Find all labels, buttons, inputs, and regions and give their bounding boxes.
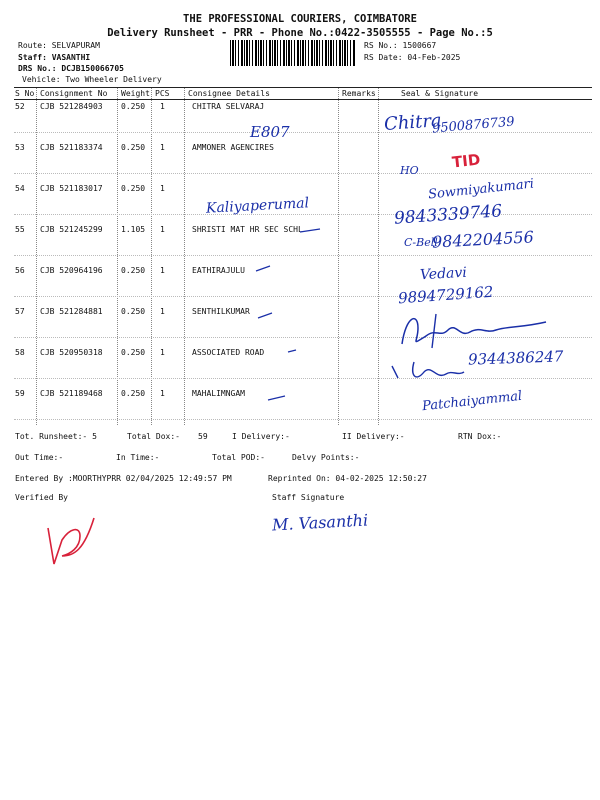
runsheet-title: Delivery Runsheet - PRR - Phone No.:0422-3505555 - Page No.:5	[107, 27, 493, 39]
i-delivery: I Delivery:-	[232, 432, 290, 441]
col-sno: S No	[15, 89, 35, 98]
handwritten-signature: Sowmiyakumari	[427, 176, 535, 203]
reprinted-on: Reprinted On: 04-02-2025 12:50:27	[268, 474, 427, 483]
table-row: 59 CJB 521189468 0.250 1 MAHALIMNGAM	[14, 386, 592, 420]
verified-by: Verified By	[15, 493, 68, 502]
drs-number: DRS No.: DCJB150066705	[18, 64, 124, 73]
total-pod: Total POD:-	[212, 453, 265, 462]
col-pcs: PCS	[155, 89, 170, 98]
handwritten-signature: Chitra	[383, 110, 443, 135]
table-row: 58 CJB 520950318 0.250 1 ASSOCIATED ROAD	[14, 345, 592, 379]
handwritten-phone: 9843339746	[393, 201, 503, 229]
rtn-dox: RTN Dox:-	[458, 432, 502, 441]
handwritten-signature: C-Bell	[404, 236, 438, 249]
col-remarks: Remarks	[342, 89, 376, 98]
handwritten-name: Kaliyaperumal	[205, 195, 310, 217]
entered-by: Entered By :MOORTHYPRR 02/04/2025 12:49:57 PM	[15, 474, 232, 483]
table-row: 56 CJB 520964196 0.250 1 EATHIRAJULU	[14, 263, 592, 297]
table-row: 52 CJB 521284903 0.250 1 CHITRA SELVARAJ	[14, 99, 592, 133]
total-dox-value: 59	[198, 432, 208, 441]
handwritten-stamp: TID	[451, 150, 482, 172]
col-weight: Weight	[121, 89, 150, 98]
staff-signature-label: Staff Signature	[272, 493, 345, 502]
vehicle-label: Vehicle: Two Wheeler Delivery	[22, 75, 162, 84]
handwritten-phone: 9894729162	[397, 282, 494, 308]
table-row: 54 CJB 521183017 0.250 1	[14, 181, 592, 215]
rs-date: RS Date: 04-Feb-2025	[364, 53, 461, 62]
rs-number: RS No.: 1500667	[364, 41, 437, 50]
handwritten-phone: 9344386247	[467, 347, 564, 369]
handwritten-signature-scribble	[396, 308, 556, 352]
delvy-points: Delvy Points:-	[292, 453, 360, 462]
table-row: 53 CJB 521183374 0.250 1 AMMONER AGENCIRES	[14, 140, 592, 174]
col-consignment: Consignment No	[40, 89, 108, 98]
handwritten-note: HO	[400, 164, 419, 177]
ii-delivery: II Delivery:-	[342, 432, 405, 441]
handwritten-signature: Patchaiyammal	[421, 388, 523, 415]
table-row: 57 CJB 521284881 0.250 1 SENTHILKUMAR	[14, 304, 592, 338]
in-time: In Time:-	[116, 453, 160, 462]
handwritten-phone: 9842204556	[431, 227, 535, 252]
route-label: Route: SELVAPURAM	[18, 41, 100, 50]
handwritten-phone: 9500876739	[431, 114, 516, 137]
col-seal: Seal & Signature	[401, 89, 479, 98]
company-title: THE PROFESSIONAL COURIERS, COIMBATORE	[183, 13, 417, 25]
out-time: Out Time:-	[15, 453, 64, 462]
table-row: 55 CJB 521245299 1.105 1 SHRISTI MAT HR SEC SCHL	[14, 222, 592, 256]
verifier-mark	[40, 510, 100, 570]
handwritten-signature: Vedavi	[419, 264, 468, 284]
handwritten-remark: E807	[250, 123, 290, 141]
total-dox-label: Total Dox:-	[127, 432, 180, 441]
total-runsheet: Tot. Runsheet:- 5	[15, 432, 97, 441]
col-consignee: Consignee Details	[188, 89, 270, 98]
handwritten-signature-scribble	[388, 356, 468, 386]
staff-signature: M. Vasanthi	[271, 510, 369, 535]
staff-label: Staff: VASANTHI	[18, 53, 91, 62]
